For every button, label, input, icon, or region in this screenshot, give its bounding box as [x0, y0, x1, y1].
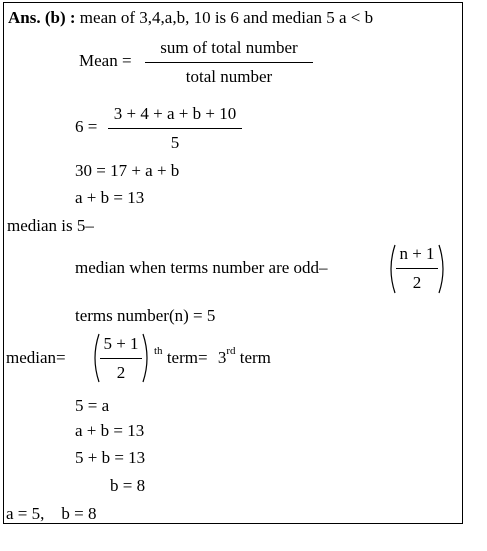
odd-rule-numerator: n + 1 — [399, 244, 435, 263]
fraction-bar — [145, 62, 313, 63]
rd-superscript: rd — [226, 345, 236, 358]
equation-line: a + b = 13 — [75, 188, 145, 207]
median-term-text — [154, 345, 271, 368]
problem-statement: mean of 3,4,a,b, 10 is 6 and median 5 a < b — [79, 8, 374, 27]
fraction-bar — [108, 128, 242, 129]
fraction-bar — [100, 358, 142, 359]
equation-line: 5 = a — [75, 396, 110, 415]
median-statement: median is 5– — [7, 216, 94, 235]
median-position-denominator: 2 — [116, 363, 126, 382]
equation-line: a + b = 13 — [75, 421, 145, 440]
terms-number-line: terms number(n) = 5 — [75, 306, 216, 325]
odd-rule-denominator: 2 — [412, 273, 422, 292]
mean-denominator: total number — [185, 67, 273, 86]
mean-label: Mean = — [79, 51, 132, 70]
equation-line: 5 + b = 13 — [75, 448, 146, 467]
left-paren-icon — [90, 333, 100, 383]
right-paren-icon — [142, 333, 152, 383]
equation-line: 30 = 17 + a + b — [75, 161, 180, 180]
equation-line: b = 8 — [110, 476, 146, 495]
answer-line — [8, 8, 373, 28]
third-number: 3 — [217, 348, 227, 367]
term-equals-label: term= — [166, 348, 208, 367]
sum-numerator: 3 + 4 + a + b + 10 — [113, 104, 237, 123]
median-position-fraction — [100, 334, 142, 383]
right-paren-icon — [438, 244, 448, 294]
median-label: median= — [6, 348, 66, 367]
term-word: term — [239, 348, 271, 367]
count-denominator: 5 — [170, 133, 180, 152]
mean-equation-lhs: 6 = — [75, 117, 98, 136]
median-position-numerator: 5 + 1 — [103, 334, 139, 353]
odd-rule-text: median when terms number are odd– — [75, 258, 328, 277]
odd-rule-fraction — [396, 244, 438, 293]
fraction-bar — [396, 268, 438, 269]
left-paren-icon — [386, 244, 396, 294]
th-superscript: th — [154, 345, 163, 358]
mean-fraction — [145, 38, 313, 87]
answer-label: Ans. (b) : — [8, 8, 76, 27]
mean-equation-fraction — [108, 104, 242, 153]
final-answer: a = 5, b = 8 — [6, 504, 97, 523]
mean-numerator: sum of total number — [160, 38, 298, 57]
